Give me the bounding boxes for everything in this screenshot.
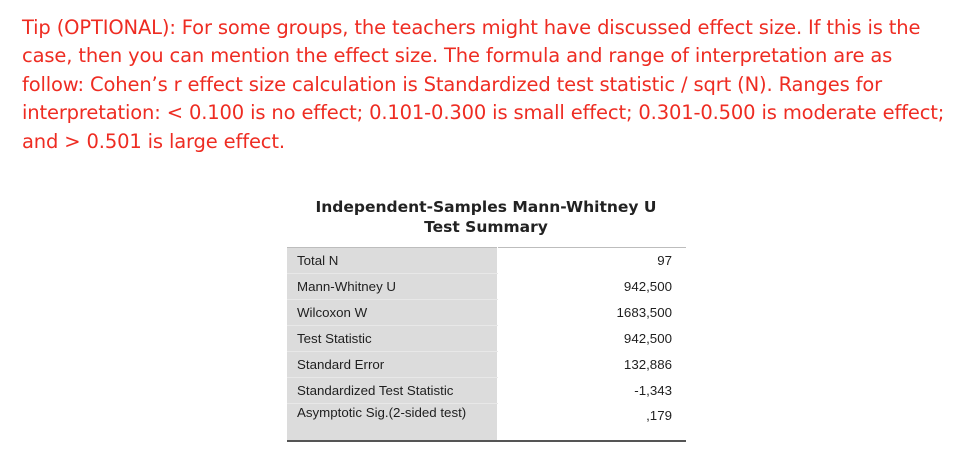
- table-title: [286, 197, 686, 237]
- table-row: [287, 248, 686, 274]
- row-value: 942,500: [497, 326, 686, 352]
- row-label: Test Statistic: [287, 326, 497, 352]
- tip-text: [22, 14, 952, 156]
- row-label: Standardized Test Statistic: [287, 378, 497, 404]
- row-label: Asymptotic Sig.(2-sided test): [287, 404, 497, 442]
- tip-paragraph: Tip (OPTIONAL): For some groups, the teachers might have discussed effect size. If this is the case, then you can mention the effect size. The formula and range of interpretation are as follow: Cohen’s r effect size calculation is Standardized test statistic / sqrt (N). Ranges for interpretation: < 0.100 is no effect; 0.101-0.300 is small effect; 0.301-0.500 is moderate effect; and > 0.501 is large effect.: [22, 16, 945, 153]
- table-title-line-1: Independent-Samples Mann-Whitney U: [315, 198, 657, 216]
- row-label: Total N: [287, 248, 497, 274]
- summary-table: [287, 247, 686, 442]
- table-row: [287, 352, 686, 378]
- row-label: Wilcoxon W: [287, 300, 497, 326]
- row-value: 132,886: [497, 352, 686, 378]
- mann-whitney-summary: [286, 197, 686, 442]
- table-row: [287, 326, 686, 352]
- table-row: [287, 300, 686, 326]
- row-value: -1,343: [497, 378, 686, 404]
- row-value: ,179: [497, 404, 686, 442]
- row-value: 942,500: [497, 274, 686, 300]
- row-value: 1683,500: [497, 300, 686, 326]
- table-row: [287, 378, 686, 404]
- table-row: [287, 274, 686, 300]
- row-value: 97: [497, 248, 686, 274]
- row-label: Mann-Whitney U: [287, 274, 497, 300]
- table-title-line-2: Test Summary: [424, 218, 548, 236]
- row-label: Standard Error: [287, 352, 497, 378]
- table-row: [287, 404, 686, 442]
